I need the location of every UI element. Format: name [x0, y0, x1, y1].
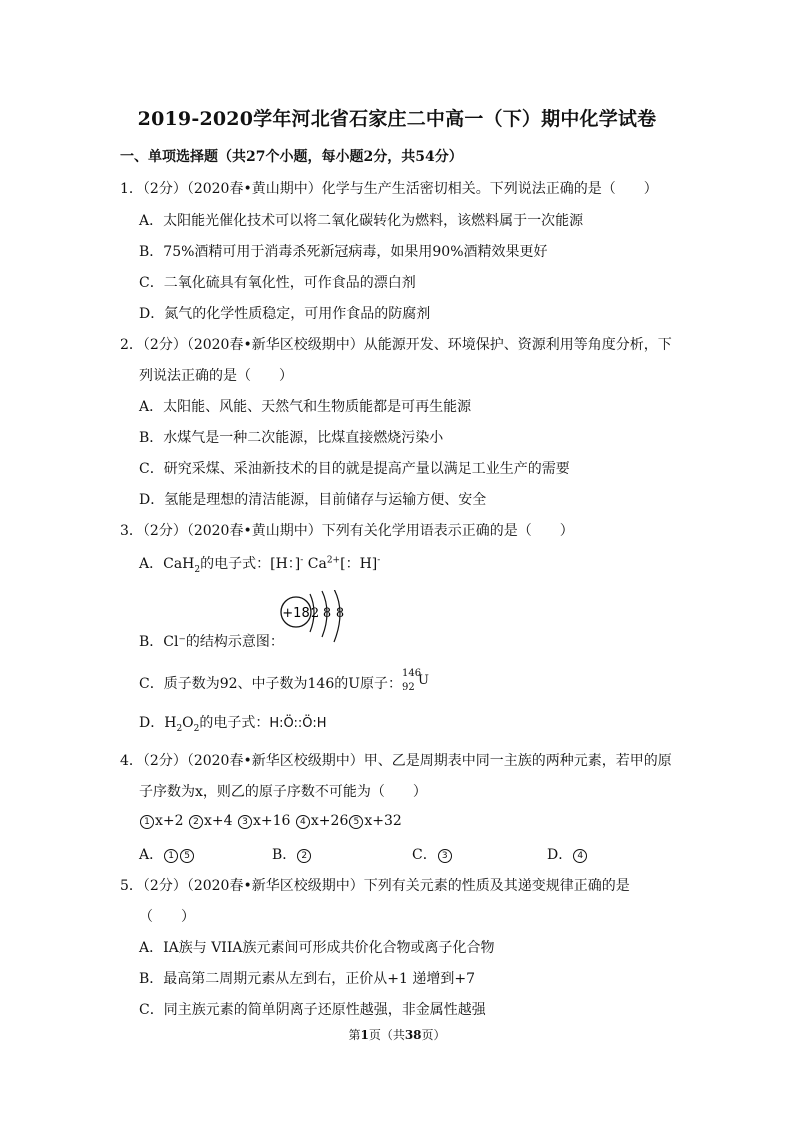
- shell-1-electrons: 2: [310, 606, 320, 621]
- question-5-stem-continued: （ ）: [139, 909, 195, 925]
- question-3-stem: 3．（2分）（2020春•黄山期中）下列有关化学用语表示正确的是（ ）: [120, 523, 574, 539]
- question-2-option-c: C．研究采煤、采油新技术的目的就是提高产量以满足工业生产的需要: [139, 461, 570, 477]
- nucleus-charge: +18: [282, 606, 310, 621]
- question-4-option-c: C． 3: [412, 844, 453, 864]
- question-1-option-b: B．75%酒精可用于消毒杀死新冠病毒，如果用90%酒精效果更好: [139, 244, 548, 260]
- chloride-ion-structure-diagram: [276, 590, 366, 648]
- page-footer: 第1页（共38页）: [348, 1028, 446, 1042]
- question-5-option-a: A．IA族与 VIIA族元素间可形成共价化合物或离子化合物: [139, 940, 495, 956]
- total-pages: 38: [404, 1028, 422, 1042]
- question-2-option-d: D．氢能是理想的清洁能源，目前储存与运输方便、安全: [139, 492, 487, 508]
- question-2-stem: 2．（2分）（2020春•新华区校级期中）从能源开发、环境保护、资源利用等角度分析，下: [120, 337, 672, 353]
- shell-2-electrons: 8: [322, 606, 332, 621]
- question-3-option-d: D．$H_2O_2$的电子式：H:Ö::Ö:H: [139, 715, 327, 734]
- uranium-isotope-notation: 146 92 U: [402, 668, 430, 693]
- question-3-option-c: C．质子数为92、中子数为146的U原子： 146 92 U: [139, 668, 430, 698]
- question-3-option-b: B．Cl⁻的结构示意图：: [139, 634, 284, 650]
- question-3-option-a: A．CaH$_2$的电子式：[H：]- $Ca^{2+}$[：H]-: [139, 555, 381, 575]
- page-number: 1: [360, 1028, 369, 1042]
- section-heading: 一、单项选择题（共27个小题，每小题2分，共54分）: [120, 149, 463, 165]
- question-5-option-c: C．同主族元素的简单阴离子还原性越强，非金属性越强: [139, 1002, 486, 1018]
- question-2-option-b: B．水煤气是一种二次能源，比煤直接燃烧污染小: [139, 430, 444, 446]
- question-2-stem-continued: 列说法正确的是（ ）: [139, 368, 293, 384]
- question-2-option-a: A．太阳能、风能、天然气和生物质能都是可再生能源: [139, 399, 472, 415]
- question-5-option-b: B．最高第二周期元素从左到右，正价从+1 递增到+7: [139, 971, 476, 987]
- question-4-option-d: D． 4: [547, 844, 588, 864]
- question-4-option-b: B． 2: [272, 844, 312, 864]
- question-4-stem-continued: 子序数为x，则乙的原子序数不可能为（ ）: [139, 784, 427, 800]
- shell-3-electrons: 8: [335, 606, 345, 621]
- hydrogen-peroxide-electron-formula: H:Ö::Ö:H: [269, 716, 327, 731]
- question-4-option-a: A． 1 5: [139, 844, 195, 864]
- question-1-option-c: C．二氧化硫具有氧化性，可作食品的漂白剂: [139, 275, 416, 291]
- question-5-stem: 5．（2分）（2020春•新华区校级期中）下列有关元素的性质及其递变规律正确的是: [120, 878, 630, 894]
- question-4-stem: 4．（2分）（2020春•新华区校级期中）甲、乙是周期表中同一主族的两种元素，若甲的原: [120, 753, 672, 769]
- question-1-stem: 1．（2分）（2020春•黄山期中）化学与生产生活密切相关。下列说法正确的是（ ）: [120, 181, 658, 197]
- page-title: 2019-2020学年河北省石家庄二中高一（下）期中化学试卷: [137, 108, 657, 130]
- question-4-choice-list: 1 x+2 2 x+4 3 x+16 4 x+26 5 x+32: [139, 813, 402, 829]
- question-1-option-a: A．太阳能光催化技术可以将二氧化碳转化为燃料，该燃料属于一次能源: [139, 213, 584, 229]
- question-1-option-d: D．氮气的化学性质稳定，可用作食品的防腐剂: [139, 306, 431, 322]
